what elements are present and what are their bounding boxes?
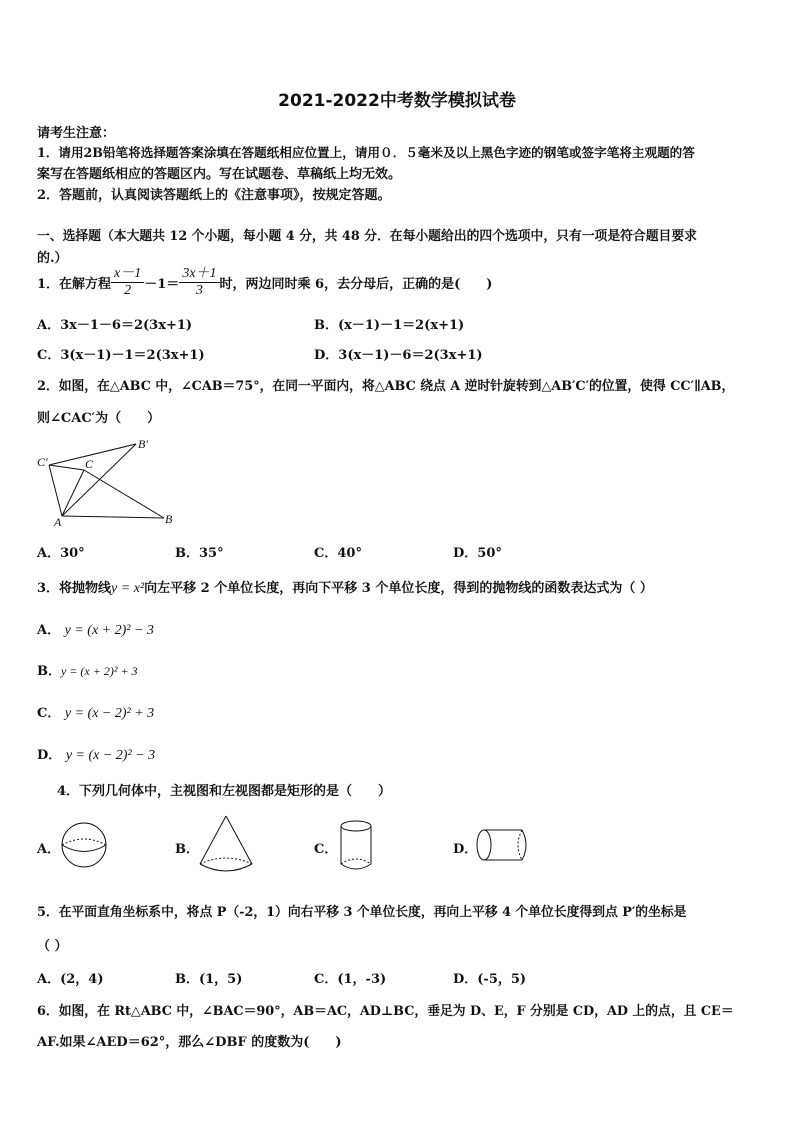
q3-prefix: 3．将抛物线 bbox=[37, 581, 112, 596]
segment-a-b bbox=[62, 516, 164, 518]
q2-stem-line-2: 则∠CAC′为（ ） bbox=[37, 411, 161, 426]
q3-option-a bbox=[37, 619, 154, 639]
q5-stem-line-2: （ ） bbox=[37, 939, 68, 954]
q3-option-c bbox=[37, 702, 154, 722]
cone-left-edge bbox=[200, 816, 226, 864]
sphere-equator-back bbox=[62, 839, 106, 845]
page-title: 2021-2022中考数学模拟试卷 bbox=[278, 91, 516, 111]
q1-fraction-2-numerator: 3x＋1 bbox=[179, 266, 219, 283]
q1-fraction-2-denominator: 3 bbox=[195, 283, 203, 298]
q5-option-a: A．(2，4) bbox=[37, 972, 104, 987]
q2-option-c: C．40° bbox=[314, 546, 362, 561]
label-bprime: B′ bbox=[138, 437, 148, 451]
notice-heading: 请考生注意： bbox=[37, 126, 116, 141]
q2-stem-line-1: 2．如图，在△ABC 中，∠CAB＝75°，在同一平面内，将△ABC 绕点 A 逆时针旋转到△AB′C′的位置，使得 CC′∥AB， bbox=[37, 379, 735, 394]
q6-stem-line-1: 6．如图，在 Rt△ABC 中，∠BAC＝90°，AB＝AC，AD⊥BC，垂足为 D、E，F 分别是 CD，AD 上的点，且 CE＝ bbox=[37, 1004, 734, 1019]
q5-option-b: B．(1，5) bbox=[175, 972, 243, 987]
notice-line-3: 2．答题前，认真阅读答题纸上的《注意事项》，按规定答题。 bbox=[37, 188, 391, 203]
q1-prefix: 1．在解方程 bbox=[37, 277, 112, 292]
q1-suffix: 时，两边同时乘 6，去分母后，正确的是( ) bbox=[219, 277, 493, 292]
segment-cprime-a bbox=[49, 465, 62, 516]
q3-option-c-expression: y = (x − 2)² + 3 bbox=[64, 706, 155, 721]
label-a: A bbox=[54, 515, 62, 529]
label-cprime: C′ bbox=[37, 455, 48, 469]
q3-option-a-label: A． bbox=[37, 623, 61, 638]
cylinder-base-front bbox=[341, 864, 371, 869]
section-heading-line-1: 一、选择题（本大题共 12 个小题，每小题 4 分，共 48 分．在每小题给出的四个选项中，只有一项是符合题目要求 bbox=[37, 229, 697, 244]
question-1-stem bbox=[37, 266, 492, 299]
sphere-outline bbox=[62, 823, 106, 867]
cylinder-base-back bbox=[341, 859, 371, 864]
lying-cylinder-left-end bbox=[477, 830, 491, 860]
q3-option-c-label: C． bbox=[37, 706, 61, 721]
lying-cylinder-figure bbox=[474, 826, 532, 864]
sphere-equator-front bbox=[62, 845, 106, 852]
q3-option-a-expression: y = (x + 2)² − 3 bbox=[64, 623, 154, 638]
segment-cprime-c bbox=[49, 465, 84, 470]
q1-middle: －1＝ bbox=[144, 277, 180, 292]
q3-option-b-label: B． bbox=[37, 664, 61, 679]
q4-option-a-label: A． bbox=[37, 842, 61, 857]
lying-cylinder-right-front bbox=[522, 830, 526, 860]
q1-fraction-2 bbox=[179, 266, 219, 299]
q2-triangle-figure bbox=[34, 434, 184, 530]
q2-option-d: D．50° bbox=[453, 546, 502, 561]
notice-line-1: 1．请用2B铅笔将选择题答案涂填在答题纸相应位置上，请用０．５毫米及以上黑色字迹的钢笔或签字笔将主观题的答 bbox=[37, 145, 695, 160]
q1-option-d: D．3(x－1)－6＝2(3x+1) bbox=[314, 348, 483, 363]
q1-fraction-1-numerator: x－1 bbox=[111, 266, 144, 283]
cone-right-edge bbox=[226, 816, 252, 864]
notice-line-2: 案写在答题纸相应的答题区内。写在试题卷、草稿纸上均无效。 bbox=[37, 167, 402, 182]
q4-option-b-label: B． bbox=[175, 842, 199, 857]
q4-option-d-label: D． bbox=[453, 842, 478, 857]
cone-base-front bbox=[200, 864, 252, 871]
q1-fraction-1-denominator: 2 bbox=[124, 283, 132, 298]
q5-stem-line-1: 5．在平面直角坐标系中，将点 P（-2，1）向右平移 3 个单位长度，再向上平移 4 个单位长度得到点 P′的坐标是 bbox=[37, 905, 687, 920]
q3-option-d-expression: y = (x − 2)² − 3 bbox=[65, 748, 156, 763]
q1-option-a: A．3x－1－6＝2(3x+1) bbox=[37, 318, 193, 333]
section-heading-line-2: 的.） bbox=[37, 251, 68, 266]
q6-stem-line-2: AF.如果∠AED＝62°，那么∠DBF 的度数为( ) bbox=[37, 1035, 342, 1050]
segment-a-c bbox=[62, 470, 84, 516]
cone-figure bbox=[196, 812, 256, 878]
q1-fraction-1 bbox=[111, 266, 144, 299]
segment-a-bprime bbox=[62, 444, 136, 516]
q3-option-d-label: D． bbox=[37, 748, 62, 763]
q4-option-c-label: C． bbox=[314, 842, 338, 857]
q3-suffix: 向左平移 2 个单位长度，再向下平移 3 个单位长度，得到的抛物线的函数表达式为（ ） bbox=[144, 581, 653, 596]
q3-expression: y = x² bbox=[111, 581, 145, 596]
lying-cylinder-right-back bbox=[518, 830, 522, 860]
segment-c-b bbox=[84, 470, 164, 518]
q2-option-b: B．35° bbox=[175, 546, 224, 561]
q3-option-d bbox=[37, 744, 155, 764]
q3-stem bbox=[37, 577, 653, 597]
q5-option-c: C．(1，-3) bbox=[314, 972, 387, 987]
q1-option-b: B．(x－1)－1＝2(x+1) bbox=[314, 318, 465, 333]
q5-option-d: D．(-5，5) bbox=[453, 972, 527, 987]
q3-option-b bbox=[37, 660, 138, 679]
q3-option-b-expression: y = (x + 2)² + 3 bbox=[61, 664, 138, 678]
q4-stem: 4．下列几何体中，主视图和左视图都是矩形的是（ ） bbox=[57, 784, 392, 799]
cylinder-top bbox=[341, 821, 371, 831]
label-c: C bbox=[85, 457, 94, 471]
label-b: B bbox=[165, 512, 173, 526]
q2-option-a: A．30° bbox=[37, 546, 85, 561]
sphere-figure bbox=[58, 820, 110, 870]
cone-base-back bbox=[200, 858, 252, 864]
cylinder-figure bbox=[336, 818, 376, 874]
q1-option-c: C．3(x－1)－1＝2(3x+1) bbox=[37, 348, 205, 363]
